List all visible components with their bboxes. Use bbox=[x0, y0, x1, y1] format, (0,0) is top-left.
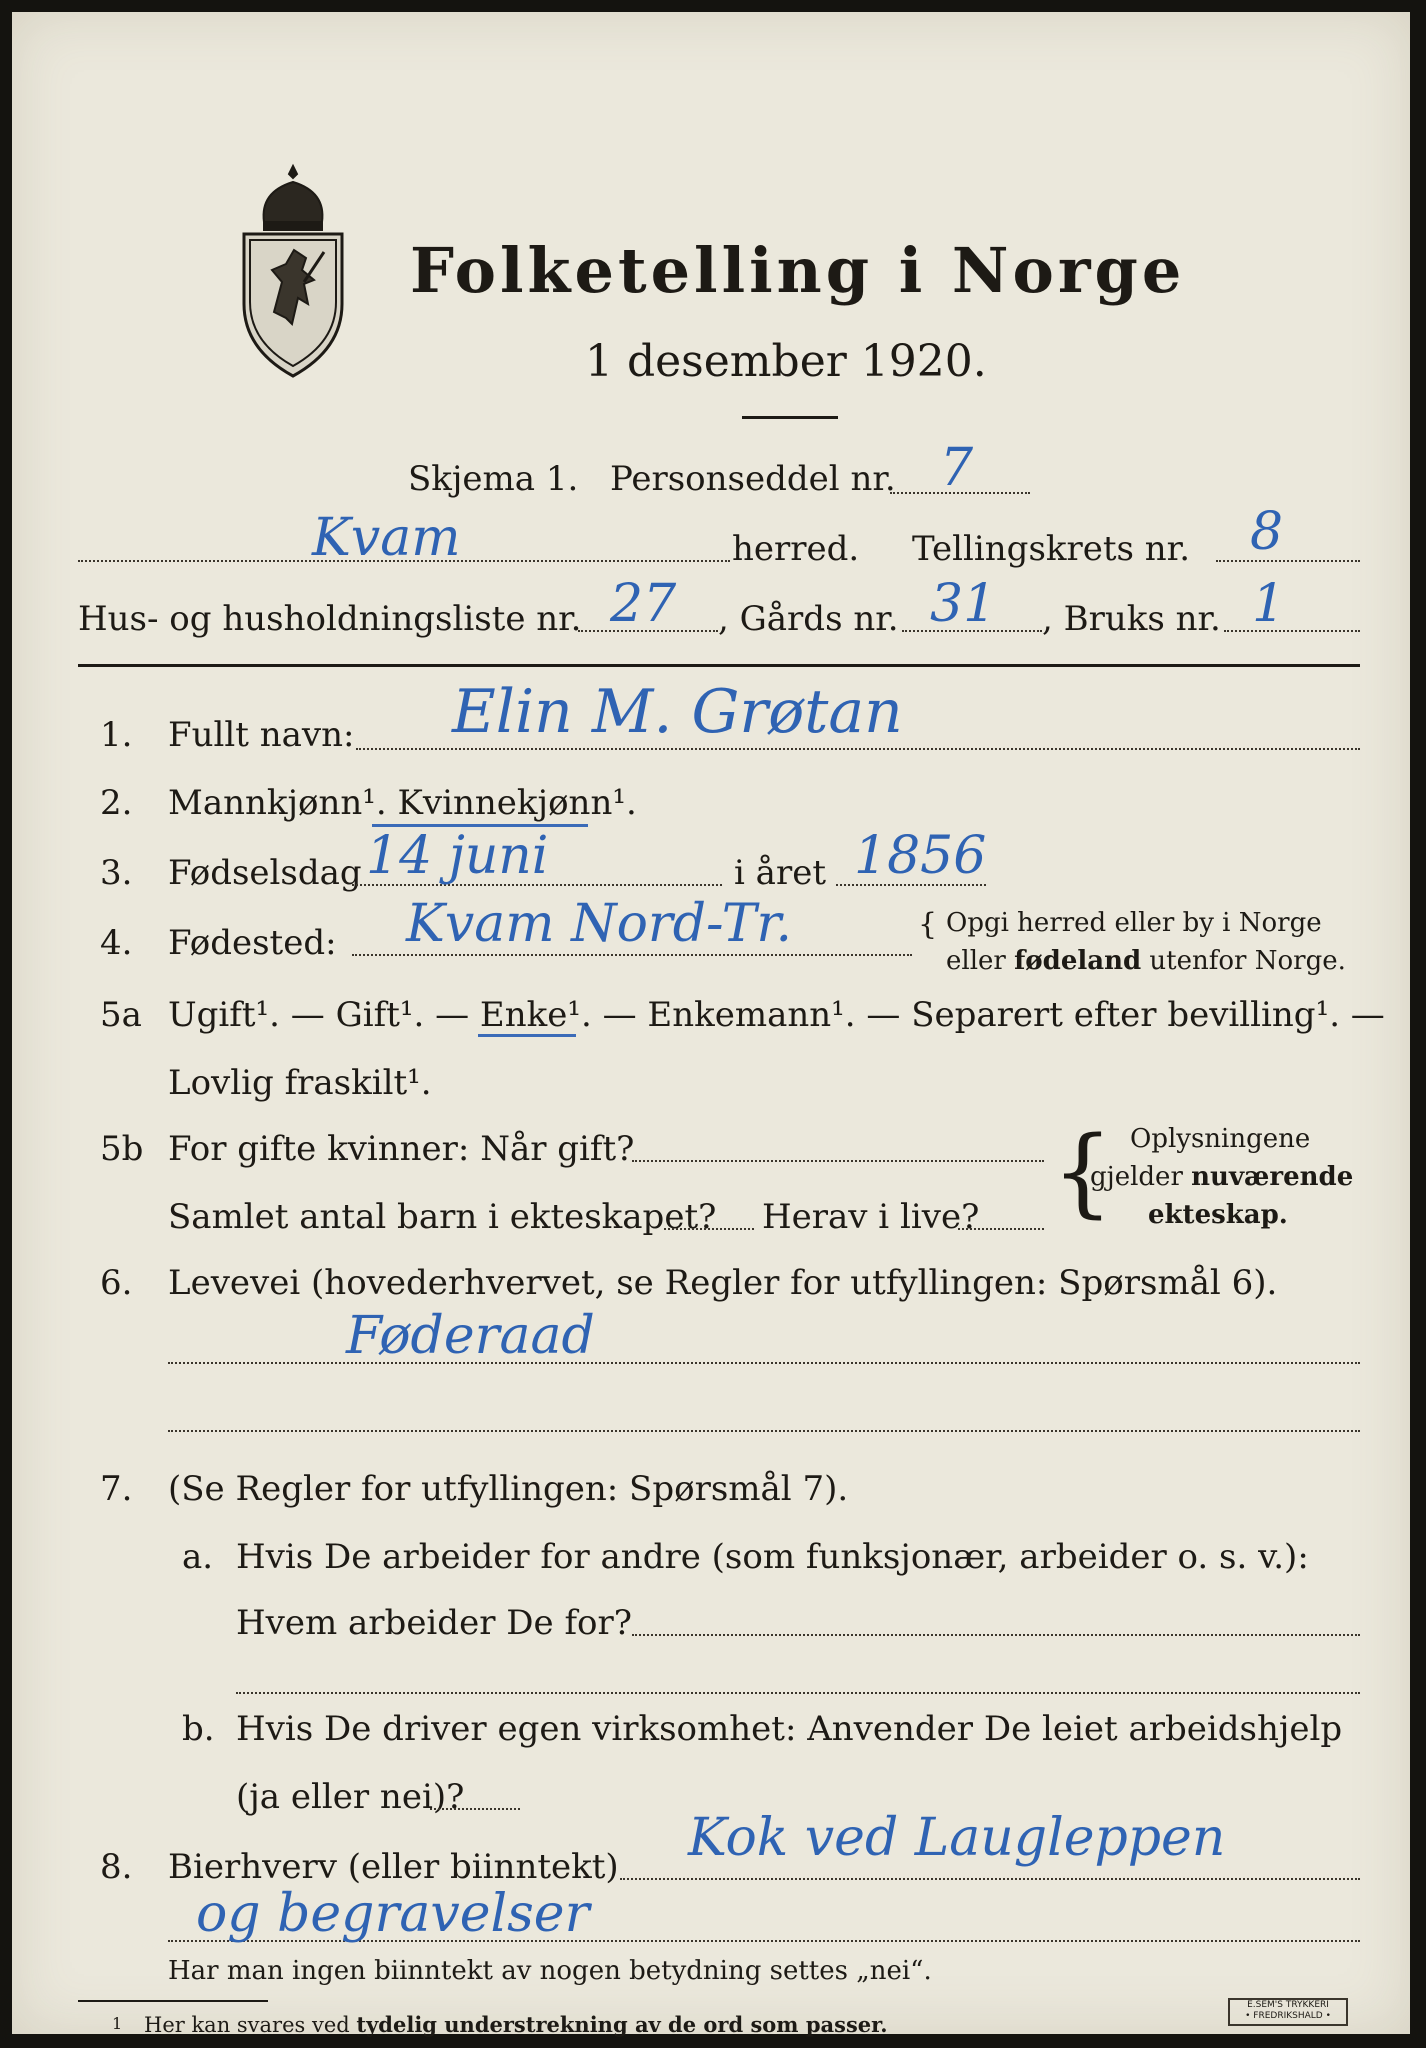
q5a-marital-options: Ugift¹. — Gift¹. — Enke¹. — Enkemann¹. — Separert efter bevilling¹. — bbox=[168, 995, 1385, 1035]
printer-stamp-line-1: E.SEM'S TRYKKERI bbox=[1247, 2000, 1329, 2010]
q3-birthday-value[interactable]: 14 juni bbox=[366, 826, 549, 886]
q1-line bbox=[356, 748, 1360, 750]
q8-side-income-value-1[interactable]: Kok ved Laugleppen bbox=[688, 1808, 1226, 1868]
q3-number: 3. bbox=[100, 853, 133, 893]
q4-label: Fødested: bbox=[168, 923, 337, 963]
q7a-letter: a. bbox=[182, 1537, 214, 1577]
herred-value[interactable]: Kvam bbox=[312, 508, 461, 568]
q5b-note-2: gjelder nuværende bbox=[1090, 1162, 1354, 1192]
footnote-divider bbox=[78, 2000, 268, 2002]
q1-label: Fullt navn: bbox=[168, 715, 355, 755]
q8-label: Bierhverv (eller biinntekt) bbox=[168, 1847, 619, 1887]
q4-birthplace-value[interactable]: Kvam Nord-Tr. bbox=[406, 894, 793, 954]
hus-label: Hus- og husholdningsliste nr. bbox=[78, 599, 582, 639]
tellingskrets-value[interactable]: 8 bbox=[1250, 502, 1284, 562]
tellingskrets-line bbox=[1216, 560, 1360, 562]
q7b-line-1: Hvis De driver egen virksomhet: Anvender De leiet arbeidshjelp bbox=[236, 1709, 1343, 1749]
q4-line bbox=[352, 954, 912, 956]
q5b-alive-line bbox=[958, 1228, 1044, 1230]
q7a-extra-line bbox=[236, 1692, 1360, 1694]
q6-number: 6. bbox=[100, 1263, 133, 1303]
q5a-number: 5a bbox=[100, 995, 142, 1035]
gards-value[interactable]: 31 bbox=[930, 574, 997, 634]
bruks-value[interactable]: 1 bbox=[1252, 574, 1286, 634]
printer-stamp-line-2: • FREDRIKSHALD • bbox=[1245, 2011, 1331, 2021]
q7a-line-2: Hvem arbeider De for? bbox=[236, 1603, 632, 1643]
bruks-label: , Bruks nr. bbox=[1042, 599, 1221, 639]
q5b-brace: { bbox=[1052, 1116, 1114, 1228]
personseddel-value[interactable]: 7 bbox=[940, 438, 974, 498]
tellingskrets-label: Tellingskrets nr. bbox=[912, 529, 1191, 569]
q6-occupation-value[interactable]: Føderaad bbox=[346, 1306, 595, 1366]
q5a-line-2: Lovlig fraskilt¹. bbox=[168, 1063, 432, 1103]
hus-value[interactable]: 27 bbox=[610, 574, 677, 634]
footnote-mark: 1 bbox=[112, 2014, 123, 2033]
q2-number: 2. bbox=[100, 783, 133, 823]
coat-of-arms-icon bbox=[234, 162, 352, 382]
census-date: 1 desember 1920. bbox=[585, 336, 987, 387]
q4-note-1: Opgi herred eller by i Norge bbox=[946, 908, 1322, 938]
q5b-number: 5b bbox=[100, 1129, 144, 1169]
personseddel-label: Personseddel nr. bbox=[610, 459, 896, 499]
q8-line-1 bbox=[620, 1878, 1360, 1880]
q7a-line-1: Hvis De arbeider for andre (som funksjonær, arbeider o. s. v.): bbox=[236, 1537, 1309, 1577]
q4-brace: { bbox=[918, 907, 938, 942]
header-divider bbox=[78, 664, 1360, 667]
q6-line-2 bbox=[168, 1430, 1360, 1432]
q1-full-name-value[interactable]: Elin M. Grøtan bbox=[452, 677, 903, 747]
q7-number: 7. bbox=[100, 1469, 133, 1509]
bruks-line bbox=[1224, 630, 1360, 632]
footnote-text: Her kan svares ved tydelig understrekning av de ord som passer. bbox=[144, 2012, 888, 2037]
q7-label: (Se Regler for utfyllingen: Spørsmål 7). bbox=[168, 1469, 849, 1509]
q7b-line-2: (ja eller nei)? bbox=[236, 1777, 465, 1817]
q5b-note-1: Oplysningene bbox=[1130, 1124, 1311, 1154]
q4-note-2: eller fødeland utenfor Norge. bbox=[946, 946, 1346, 976]
q5b-children-label: Samlet antal barn i ekteskapet? bbox=[168, 1197, 717, 1237]
q5b-alive-label: Herav i live? bbox=[762, 1197, 980, 1237]
q7b-answer-line bbox=[430, 1808, 520, 1810]
title-divider bbox=[742, 416, 838, 419]
q3-label: Fødselsdag bbox=[168, 853, 362, 893]
q1-number: 1. bbox=[100, 715, 133, 755]
q5b-married-line bbox=[632, 1160, 1044, 1162]
q5a-enke-underline bbox=[478, 1034, 576, 1037]
q2-sex-options: Mannkjønn¹. Kvinnekjønn¹. bbox=[168, 783, 637, 823]
q5b-children-line bbox=[664, 1228, 754, 1230]
q6-label: Levevei (hovederhvervet, se Regler for utfyllingen: Spørsmål 6). bbox=[168, 1263, 1278, 1303]
q7a-employer-line bbox=[632, 1634, 1360, 1636]
printer-stamp bbox=[1228, 1998, 1348, 2026]
q8-number: 8. bbox=[100, 1847, 133, 1887]
q4-number: 4. bbox=[100, 923, 133, 963]
q6-line-1 bbox=[168, 1362, 1360, 1364]
q5b-line-1: For gifte kvinner: Når gift? bbox=[168, 1129, 635, 1169]
form-title: Folketelling i Norge bbox=[410, 234, 1186, 307]
q8-side-income-value-2[interactable]: og begravelser bbox=[196, 1884, 590, 1944]
q3-year-value[interactable]: 1856 bbox=[854, 826, 987, 886]
q5b-note-3: ekteskap. bbox=[1148, 1200, 1288, 1230]
census-form-page bbox=[12, 12, 1410, 2037]
q8-note: Har man ingen biinntekt av nogen betydning settes „nei“. bbox=[168, 1956, 932, 1986]
herred-label: herred. bbox=[732, 529, 860, 569]
q3-year-label: i året bbox=[734, 853, 826, 893]
schema-label: Skjema 1. bbox=[408, 459, 579, 499]
gards-label: , Gårds nr. bbox=[718, 599, 899, 639]
q7b-letter: b. bbox=[182, 1709, 215, 1749]
